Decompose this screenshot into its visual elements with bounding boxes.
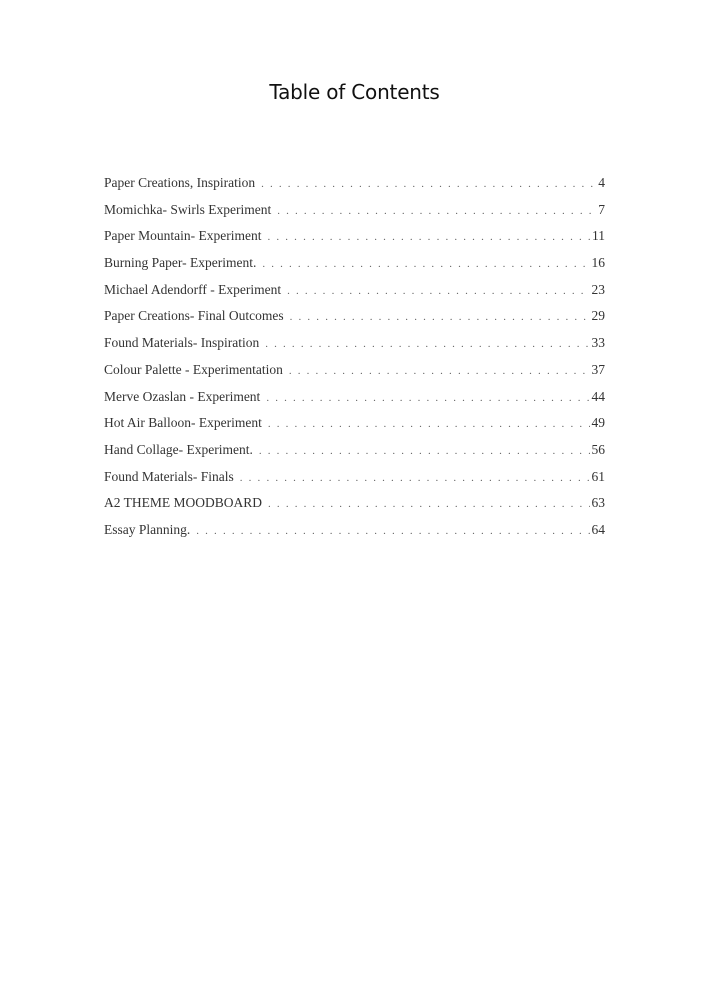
toc-dot-leader	[268, 498, 589, 510]
toc-entry-page-number: 4	[598, 175, 605, 190]
toc-dot-leader	[266, 392, 589, 404]
toc-entry-page-number: 29	[591, 308, 605, 324]
toc-entry-page-number: 61	[591, 468, 605, 484]
toc-dot-leader	[259, 445, 590, 457]
toc-entry[interactable]	[104, 202, 605, 229]
toc-entry-page-number: 44	[591, 388, 605, 404]
toc-entry[interactable]	[104, 495, 605, 522]
toc-entry-page-number: 16	[591, 255, 605, 271]
toc-dot-leader	[262, 258, 589, 270]
toc-entry-label: Hot Air Balloon- Experiment	[104, 415, 262, 431]
toc-dot-leader	[268, 418, 590, 430]
toc-entry[interactable]	[104, 442, 605, 469]
toc-entry-page-number: 64	[591, 521, 605, 537]
toc-entry-label: Hand Collage- Experiment.	[104, 441, 253, 457]
toc-dot-leader	[287, 285, 589, 297]
toc-entry-page-number: 37	[591, 361, 605, 377]
toc-entry[interactable]	[104, 415, 605, 442]
toc-entry-label: A2 THEME MOODBOARD	[104, 495, 263, 511]
toc-dot-leader	[267, 231, 590, 243]
toc-entry[interactable]	[104, 335, 605, 362]
toc-title: Table of Contents	[269, 80, 440, 104]
toc-entry[interactable]	[104, 389, 605, 416]
toc-entry-page-number: 7	[598, 201, 605, 217]
toc-entry-label: Paper Mountain- Experiment	[104, 228, 262, 244]
toc-entry-label: Burning Paper- Experiment.	[104, 255, 257, 271]
toc-entry[interactable]	[104, 282, 605, 309]
toc-dot-leader	[290, 311, 590, 323]
toc-entry[interactable]	[104, 469, 605, 496]
toc-entry[interactable]	[104, 522, 605, 549]
toc-entry[interactable]	[104, 362, 605, 389]
toc-entry-label: Merve Ozaslan - Experiment	[104, 388, 261, 404]
toc-entry[interactable]	[104, 255, 605, 282]
toc-entry-page-number: 33	[591, 335, 605, 351]
toc-dot-leader	[265, 338, 589, 350]
toc-entry[interactable]	[104, 228, 605, 255]
toc-entry-label: Colour Palette - Experimentation	[104, 361, 283, 377]
toc-dot-leader	[261, 178, 596, 190]
toc-entry[interactable]	[104, 175, 605, 202]
toc-entry-page-number: 56	[591, 441, 605, 457]
toc-entry-label: Paper Creations, Inspiration	[104, 175, 256, 190]
toc-entry-page-number: 49	[591, 415, 605, 431]
toc-entry-label: Momichka- Swirls Experiment	[104, 201, 272, 217]
toc-entry-label: Found Materials- Finals	[104, 468, 234, 484]
toc-entry-page-number: 11	[592, 228, 605, 244]
toc-entry-page-number: 63	[591, 495, 605, 511]
toc-entry-label: Found Materials- Inspiration	[104, 335, 260, 351]
toc-entry-label: Paper Creations- Final Outcomes	[104, 308, 284, 324]
toc-entry-label: Essay Planning.	[104, 521, 191, 537]
toc-entry-page-number: 23	[591, 281, 605, 297]
toc-list	[104, 175, 605, 549]
toc-dot-leader	[289, 365, 590, 377]
toc-dot-leader	[240, 472, 590, 484]
toc-entry[interactable]	[104, 308, 605, 335]
toc-entry-label: Michael Adendorff - Experiment	[104, 281, 282, 297]
toc-dot-leader	[277, 205, 596, 217]
toc-dot-leader	[196, 525, 589, 537]
